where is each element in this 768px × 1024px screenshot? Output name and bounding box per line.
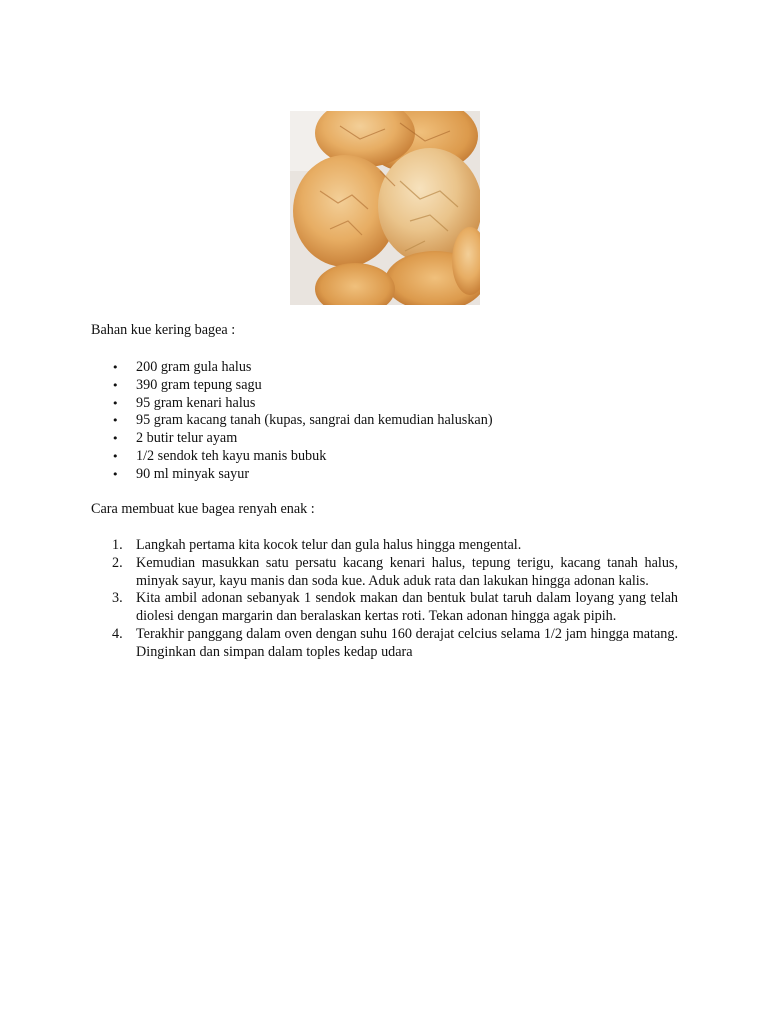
ingredient-text: 200 gram gula halus [136, 359, 252, 375]
ingredient-text: 95 gram kacang tanah (kupas, sangrai dan kemudian haluskan) [136, 412, 493, 429]
list-item [112, 377, 678, 395]
bullet-icon: • [112, 361, 119, 374]
method-steps-list [112, 537, 678, 662]
bullet-icon: • [112, 396, 119, 410]
list-item [112, 537, 678, 555]
list-item [112, 359, 678, 377]
list-item [112, 626, 678, 662]
bullet-icon: • [112, 378, 119, 392]
bagea-cookies-photo [290, 111, 480, 305]
bullet-icon: • [112, 414, 119, 428]
step-number: 3. [112, 590, 123, 607]
step-number: 2. [112, 554, 123, 571]
step-text: Kita ambil adonan sebanyak 1 sendok makan dan bentuk bulat taruh dalam loyang yang telah diolesi dengan margarin dan beralaskan kertas roti. Tekan adonan hingga agak pipih. [136, 590, 678, 625]
ingredient-text: 1/2 sendok teh kayu manis bubuk [136, 447, 327, 464]
step-number: 1. [112, 537, 123, 553]
ingredient-text: 95 gram kenari halus [136, 394, 256, 411]
step-text: Terakhir panggang dalam oven dengan suhu 160 derajat celcius selama 1/2 jam hingga matang. Dinginkan dan simpan dalam toples kedap udara [136, 625, 678, 660]
method-heading: Cara membuat kue bagea renyah enak : [91, 501, 315, 517]
list-item [112, 395, 678, 413]
bullet-icon: • [112, 432, 119, 446]
ingredient-text: 2 butir telur ayam [136, 430, 238, 447]
cookies-illustration [290, 111, 480, 305]
ingredient-text: 90 ml minyak sayur [136, 465, 250, 482]
list-item [112, 430, 678, 448]
list-item [112, 466, 678, 484]
step-text: Langkah pertama kita kocok telur dan gula halus hingga mengental. [136, 537, 522, 553]
list-item [112, 412, 678, 430]
ingredient-text: 390 gram tepung sagu [136, 376, 262, 393]
list-item [112, 555, 678, 591]
list-item [112, 590, 678, 626]
ingredients-list [112, 359, 678, 484]
step-number: 4. [112, 625, 123, 642]
ingredients-heading: Bahan kue kering bagea : [91, 322, 236, 338]
bullet-icon: • [112, 467, 119, 481]
list-item [112, 448, 678, 466]
step-text: Kemudian masukkan satu persatu kacang kenari halus, tepung terigu, kacang tanah halus, minyak sayur, kayu manis dan soda kue. Aduk aduk rata dan lakukan hingga adonan kalis. [136, 554, 678, 589]
bullet-icon: • [112, 449, 119, 463]
